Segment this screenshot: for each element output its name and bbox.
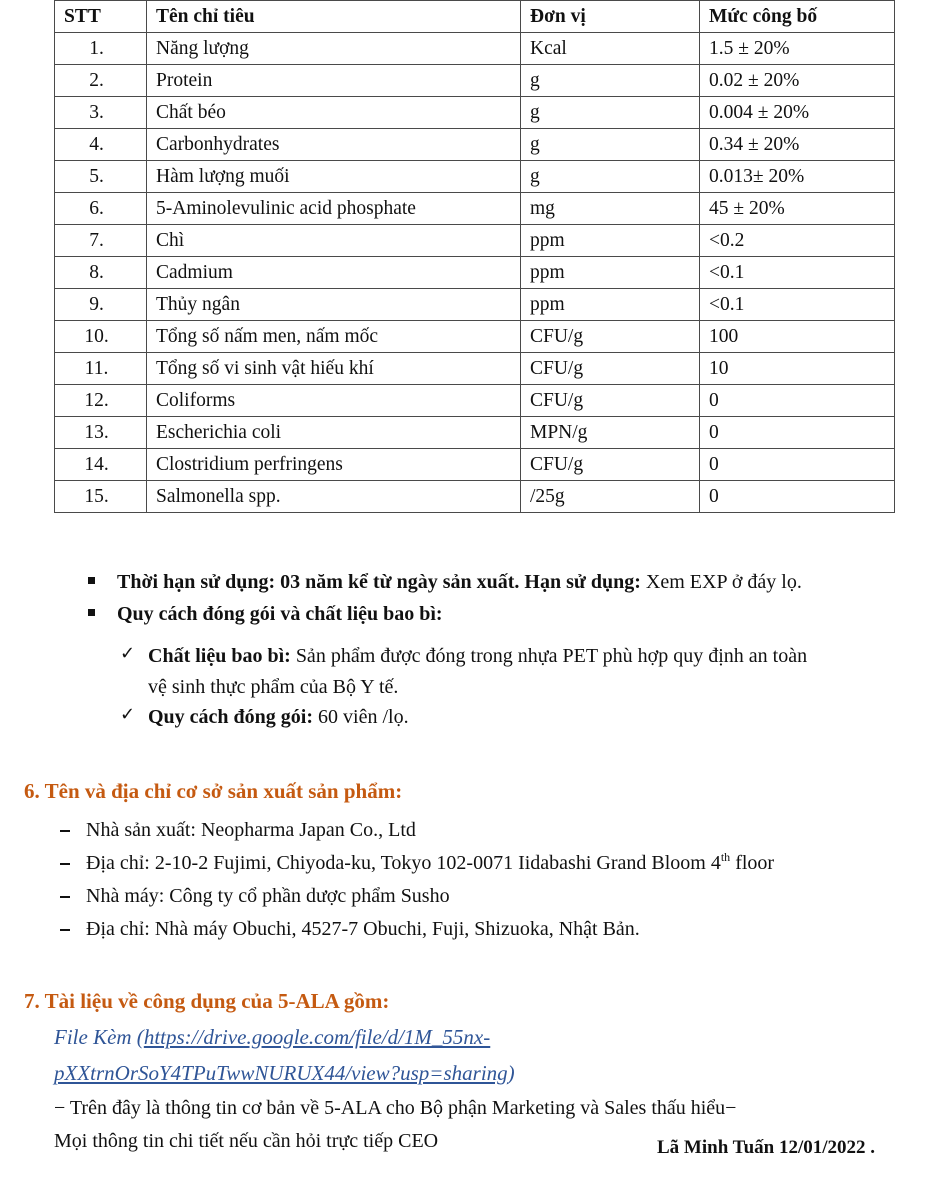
table-row — [55, 257, 895, 289]
material-value: Sản phẩm được đóng trong nhựa PET phù hợp quy định an toàn — [290, 645, 808, 667]
attachment-prefix: File Kèm ( — [54, 1025, 144, 1049]
row-declared-level: 0.34 ± 20% — [700, 129, 895, 161]
row-declared-level: 0.004 ± 20% — [700, 97, 895, 129]
row-declared-level: <0.2 — [700, 225, 895, 257]
square-bullet-icon — [88, 609, 95, 616]
checkmark-icon: ✓ — [120, 643, 136, 664]
row-stt: 10. — [55, 321, 147, 353]
row-unit: /25g — [521, 481, 700, 513]
row-declared-level: <0.1 — [700, 257, 895, 289]
manufacturer-address-line — [86, 850, 775, 874]
row-unit: g — [521, 161, 700, 193]
manufacturer-line: Nhà sản xuất: Neopharma Japan Co., Ltd — [86, 819, 416, 841]
row-indicator-name: Carbonhydrates — [147, 129, 521, 161]
table-row — [55, 97, 895, 129]
row-declared-level: 0 — [700, 449, 895, 481]
manufacturer-address: Địa chỉ: 2-10-2 Fujimi, Chiyoda-ku, Tokyo 102-0071 Iidabashi Grand Bloom 4 — [86, 852, 721, 874]
row-declared-level: 0.013± 20% — [700, 161, 895, 193]
row-declared-level: 0 — [700, 417, 895, 449]
table-row — [55, 225, 895, 257]
table-row — [55, 289, 895, 321]
table-row — [55, 353, 895, 385]
row-indicator-name: Coliforms — [147, 385, 521, 417]
table-header-row — [55, 1, 895, 33]
packaging-heading: Quy cách đóng gói và chất liệu bao bì: — [117, 603, 443, 625]
row-indicator-name: 5-Aminolevulinic acid phosphate — [147, 193, 521, 225]
note-line-1: − Trên đây là thông tin cơ bản về 5-ALA cho Bộ phận Marketing và Sales thấu hiểu− — [54, 1097, 737, 1119]
row-unit: ppm — [521, 225, 700, 257]
row-unit: mg — [521, 193, 700, 225]
table-body — [55, 33, 895, 513]
row-stt: 12. — [55, 385, 147, 417]
dash-bullet-icon — [60, 929, 70, 931]
row-indicator-name: Clostridium perfringens — [147, 449, 521, 481]
attachment-suffix: ) — [507, 1061, 515, 1085]
row-indicator-name: Tổng số vi sinh vật hiếu khí — [147, 353, 521, 385]
header-indicator-name: Tên chỉ tiêu — [147, 1, 521, 33]
section-6-heading: 6. Tên và địa chỉ cơ sở sản xuất sản phẩm: — [24, 779, 403, 803]
shelf-life-label: Thời hạn sử dụng: 03 năm kể từ ngày sản xuất. Hạn sử dụng: — [117, 571, 641, 593]
row-unit: ppm — [521, 257, 700, 289]
pack-spec-value: 60 viên /lọ. — [313, 706, 409, 728]
row-indicator-name: Hàm lượng muối — [147, 161, 521, 193]
table-row — [55, 417, 895, 449]
specification-table — [54, 0, 895, 513]
shelf-life-line — [117, 572, 802, 592]
floor-word: floor — [730, 852, 775, 874]
row-indicator-name: Thủy ngân — [147, 289, 521, 321]
row-declared-level: <0.1 — [700, 289, 895, 321]
table-row — [55, 321, 895, 353]
row-stt: 7. — [55, 225, 147, 257]
row-declared-level: 100 — [700, 321, 895, 353]
row-unit: g — [521, 97, 700, 129]
row-stt: 8. — [55, 257, 147, 289]
row-indicator-name: Escherichia coli — [147, 417, 521, 449]
signature: Lã Minh Tuấn 12/01/2022 . — [657, 1137, 876, 1158]
row-unit: Kcal — [521, 33, 700, 65]
row-declared-level: 0 — [700, 385, 895, 417]
material-line-1 — [148, 646, 807, 666]
material-line-2: vệ sinh thực phẩm của Bộ Y tế. — [148, 676, 399, 698]
row-declared-level: 0.02 ± 20% — [700, 65, 895, 97]
row-stt: 3. — [55, 97, 147, 129]
row-unit: MPN/g — [521, 417, 700, 449]
square-bullet-icon — [88, 577, 95, 584]
table-row — [55, 65, 895, 97]
note-line-2: Mọi thông tin chi tiết nếu cần hỏi trực tiếp CEO — [54, 1130, 439, 1152]
row-indicator-name: Tổng số nấm men, nấm mốc — [147, 321, 521, 353]
row-stt: 2. — [55, 65, 147, 97]
dash-bullet-icon — [60, 830, 70, 832]
material-label: Chất liệu bao bì: — [148, 645, 291, 667]
row-unit: CFU/g — [521, 353, 700, 385]
row-indicator-name: Salmonella spp. — [147, 481, 521, 513]
attachment-link-line-2[interactable] — [54, 1063, 515, 1084]
row-declared-level: 0 — [700, 481, 895, 513]
row-unit: g — [521, 129, 700, 161]
row-stt: 14. — [55, 449, 147, 481]
row-stt: 11. — [55, 353, 147, 385]
row-declared-level: 1.5 ± 20% — [700, 33, 895, 65]
row-stt: 15. — [55, 481, 147, 513]
row-unit: g — [521, 65, 700, 97]
row-unit: CFU/g — [521, 321, 700, 353]
row-stt: 13. — [55, 417, 147, 449]
table-row — [55, 481, 895, 513]
pack-spec-label: Quy cách đóng gói: — [148, 706, 314, 728]
section-7-heading: 7. Tài liệu về công dụng của 5-ALA gồm: — [24, 989, 390, 1013]
floor-ordinal: th — [720, 850, 731, 864]
pack-spec-line — [148, 707, 409, 727]
row-indicator-name: Chì — [147, 225, 521, 257]
factory-address-line: Địa chỉ: Nhà máy Obuchi, 4527-7 Obuchi, Fuji, Shizuoka, Nhật Bản. — [86, 918, 640, 940]
factory-line: Nhà máy: Công ty cổ phần dược phẩm Susho — [86, 885, 450, 907]
attachment-url-part-2[interactable]: pXXtrnOrSoY4TPuTwwNURUX44/view?usp=sharing — [54, 1061, 508, 1085]
row-stt: 9. — [55, 289, 147, 321]
dash-bullet-icon — [60, 896, 70, 898]
row-indicator-name: Cadmium — [147, 257, 521, 289]
header-unit: Đơn vị — [521, 1, 700, 33]
attachment-link-line-1[interactable] — [54, 1027, 490, 1048]
row-stt: 5. — [55, 161, 147, 193]
shelf-life-value: Xem EXP ở đáy lọ. — [640, 571, 802, 593]
row-unit: CFU/g — [521, 385, 700, 417]
table-row — [55, 193, 895, 225]
table-row — [55, 129, 895, 161]
row-declared-level: 10 — [700, 353, 895, 385]
dash-bullet-icon — [60, 863, 70, 865]
row-indicator-name: Chất béo — [147, 97, 521, 129]
table-row — [55, 449, 895, 481]
table-row — [55, 161, 895, 193]
table-row — [55, 33, 895, 65]
row-indicator-name: Protein — [147, 65, 521, 97]
row-declared-level: 45 ± 20% — [700, 193, 895, 225]
row-stt: 4. — [55, 129, 147, 161]
checkmark-icon: ✓ — [120, 704, 136, 725]
table-row — [55, 385, 895, 417]
row-indicator-name: Năng lượng — [147, 33, 521, 65]
row-stt: 1. — [55, 33, 147, 65]
row-unit: ppm — [521, 289, 700, 321]
attachment-url-part-1[interactable]: https://drive.google.com/file/d/1M_55nx- — [143, 1025, 491, 1049]
row-stt: 6. — [55, 193, 147, 225]
row-unit: CFU/g — [521, 449, 700, 481]
header-stt: STT — [55, 1, 147, 33]
header-declared-level: Mức công bố — [700, 1, 895, 33]
